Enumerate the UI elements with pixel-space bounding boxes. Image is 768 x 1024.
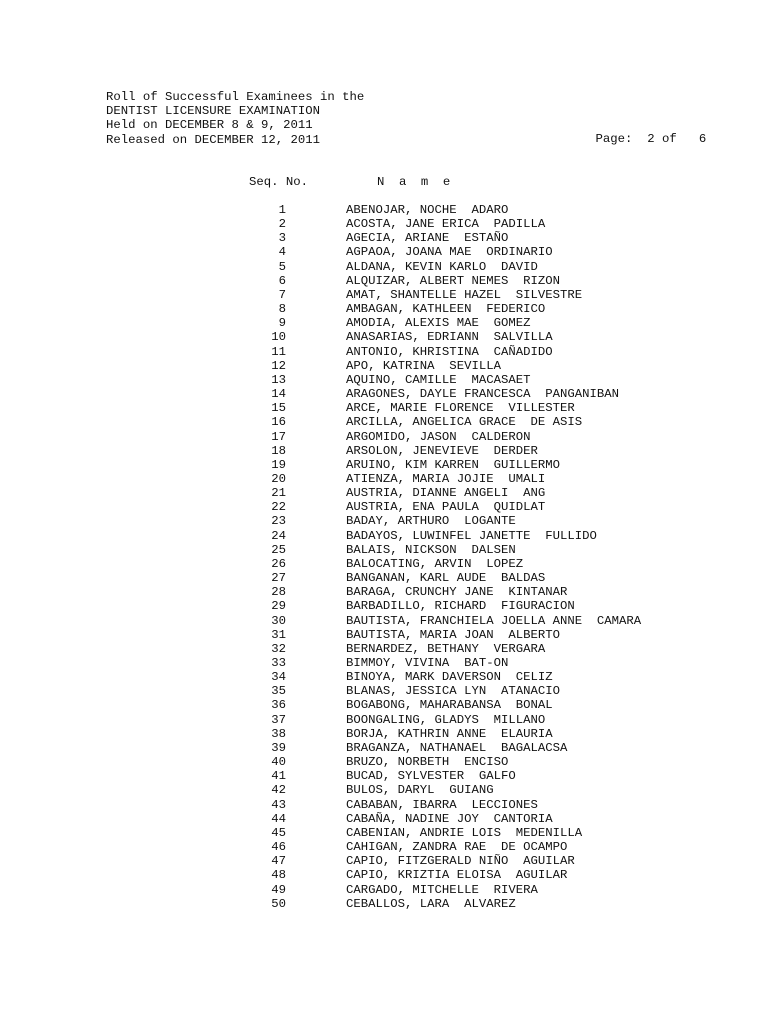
- examinee-name: ARSOLON, JENEVIEVE DERDER: [346, 443, 538, 458]
- examinee-name: BAUTISTA, FRANCHIELA JOELLA ANNE CAMARA: [346, 613, 642, 628]
- examinee-row: [0, 458, 768, 472]
- examinee-name: ANASARIAS, EDRIANN SALVILLA: [346, 330, 553, 345]
- seq-number: 37: [271, 712, 286, 727]
- seq-number: 4: [278, 245, 286, 260]
- examinee-row: [0, 628, 768, 642]
- examinee-row: [0, 741, 768, 755]
- examinee-row: [0, 543, 768, 557]
- examinee-name: BERNARDEZ, BETHANY VERGARA: [346, 641, 546, 656]
- examinee-name: BRAGANZA, NATHANAEL BAGALACSA: [346, 740, 568, 755]
- examinee-name: AMODIA, ALEXIS MAE GOMEZ: [346, 316, 531, 331]
- seq-number: 22: [271, 500, 286, 515]
- examinee-name: ANTONIO, KHRISTINA CAÑADIDO: [346, 344, 553, 359]
- examinee-row: [0, 727, 768, 741]
- examinee-row: [0, 444, 768, 458]
- examinee-name: AQUINO, CAMILLE MACASAET: [346, 372, 531, 387]
- seq-number: 33: [271, 656, 286, 670]
- examinee-name: BOGABONG, MAHARABANSA BONAL: [346, 698, 553, 713]
- seq-number: 43: [271, 797, 286, 812]
- seq-number: 2: [278, 217, 286, 232]
- examinee-row: [0, 401, 768, 415]
- examinee-name: AGPAOA, JOANA MAE ORDINARIO: [346, 245, 553, 260]
- examinee-name: BADAYOS, LUWINFEL JANETTE FULLIDO: [346, 528, 597, 543]
- examinee-name: ARCE, MARIE FLORENCE VILLESTER: [346, 401, 575, 416]
- seq-column-header: Seq. No.: [249, 175, 309, 189]
- examinee-row: [0, 245, 768, 259]
- seq-number: 15: [271, 401, 286, 416]
- examinee-name: BRUZO, NORBETH ENCISO: [346, 755, 509, 770]
- examinee-row: [0, 500, 768, 514]
- seq-number: 39: [271, 740, 286, 755]
- page-label: Page:: [595, 132, 633, 146]
- examinee-row: [0, 599, 768, 613]
- examinee-name: BAUTISTA, MARIA JOAN ALBERTO: [346, 627, 561, 642]
- seq-number: 28: [271, 585, 286, 600]
- seq-number: 12: [271, 358, 286, 373]
- examinee-row: [0, 614, 768, 628]
- examinee-row: [0, 316, 768, 330]
- examinee-name: CABENIAN, ANDRIE LOIS MEDENILLA: [346, 825, 583, 840]
- examinee-row: [0, 585, 768, 599]
- examinee-row: [0, 798, 768, 812]
- examinee-name: CABAÑA, NADINE JOY CANTORIA: [346, 811, 553, 826]
- seq-number: 29: [271, 599, 286, 614]
- examinee-name: ARUINO, KIM KARREN GUILLERMO: [346, 457, 561, 472]
- seq-number: 34: [271, 670, 286, 685]
- examinee-row: [0, 217, 768, 231]
- seq-number: 31: [271, 627, 286, 642]
- examinee-name: BALOCATING, ARVIN LOPEZ: [346, 556, 524, 571]
- examinee-row: [0, 698, 768, 712]
- examinee-name: AUSTRIA, DIANNE ANGELI ANG: [346, 486, 546, 501]
- seq-number: 6: [278, 273, 286, 288]
- examinee-row: [0, 557, 768, 571]
- examinee-name: APO, KATRINA SEVILLA: [346, 358, 501, 373]
- examinee-row: [0, 387, 768, 401]
- examinee-row: [0, 203, 768, 217]
- seq-number: 8: [278, 302, 286, 317]
- seq-number: 32: [271, 641, 286, 656]
- seq-number: 25: [271, 542, 286, 557]
- examinee-name: ARCILLA, ANGELICA GRACE DE ASIS: [346, 415, 583, 430]
- seq-number: 14: [271, 387, 286, 402]
- name-column-header: N a m e: [377, 175, 454, 189]
- examinee-name: AMBAGAN, KATHLEEN FEDERICO: [346, 302, 546, 317]
- seq-number: 13: [271, 372, 286, 387]
- seq-number: 3: [278, 231, 286, 246]
- examinee-name: BOONGALING, GLADYS MILLANO: [346, 712, 546, 727]
- examinee-name: CAPIO, FITZGERALD NIÑO AGUILAR: [346, 854, 575, 869]
- seq-number: 26: [271, 556, 286, 571]
- examinee-row: [0, 897, 768, 911]
- examinee-row: [0, 472, 768, 486]
- examinee-name: ALDANA, KEVIN KARLO DAVID: [346, 259, 538, 274]
- document-title: Roll of Successful Examinees in the: [106, 90, 365, 104]
- examinee-name: ARAGONES, DAYLE FRANCESCA PANGANIBAN: [346, 387, 620, 402]
- seq-number: 46: [271, 840, 286, 855]
- examinee-name: BALAIS, NICKSON DALSEN: [346, 542, 516, 557]
- page-of: of: [661, 132, 677, 146]
- examinee-row: [0, 345, 768, 359]
- seq-number: 20: [271, 471, 286, 486]
- examinee-row: [0, 840, 768, 854]
- examinee-name: CAHIGAN, ZANDRA RAE DE OCAMPO: [346, 840, 568, 855]
- seq-number: 41: [271, 769, 286, 784]
- examinee-name: CEBALLOS, LARA ALVAREZ: [346, 896, 516, 911]
- seq-number: 9: [278, 316, 286, 331]
- examinee-row: [0, 288, 768, 302]
- examinee-row: [0, 571, 768, 585]
- examinee-name: BLANAS, JESSICA LYN ATANACIO: [346, 684, 561, 699]
- seq-number: 1: [278, 203, 286, 217]
- seq-number: 5: [278, 259, 286, 274]
- examinee-name: ACOSTA, JANE ERICA PADILLA: [346, 217, 546, 232]
- page-total: 6: [698, 132, 707, 146]
- examinee-name: CAPIO, KRIZTIA ELOISA AGUILAR: [346, 868, 568, 883]
- seq-number: 45: [271, 825, 286, 840]
- examinee-row: [0, 769, 768, 783]
- examinee-row: [0, 330, 768, 344]
- examinee-name: AUSTRIA, ENA PAULA QUIDLAT: [346, 500, 546, 515]
- examinee-name: BINOYA, MARK DAVERSON CELIZ: [346, 670, 553, 685]
- seq-number: 35: [271, 684, 286, 699]
- seq-number: 44: [271, 811, 286, 826]
- seq-number: 10: [271, 330, 286, 345]
- examinee-name: BARBADILLO, RICHARD FIGURACION: [346, 599, 575, 614]
- seq-number: 23: [271, 514, 286, 529]
- examinee-row: [0, 359, 768, 373]
- examinee-row: [0, 783, 768, 797]
- examinee-row: [0, 529, 768, 543]
- examinee-row: [0, 684, 768, 698]
- examinee-row: [0, 642, 768, 656]
- seq-number: 48: [271, 868, 286, 883]
- examinee-name: CARGADO, MITCHELLE RIVERA: [346, 882, 538, 897]
- seq-number: 17: [271, 429, 286, 444]
- examinee-row: [0, 670, 768, 684]
- examinee-row: [0, 231, 768, 245]
- examinee-row: [0, 415, 768, 429]
- seq-number: 40: [271, 755, 286, 770]
- examinee-row: [0, 812, 768, 826]
- seq-number: 24: [271, 528, 286, 543]
- examinee-name: CABABAN, IBARRA LECCIONES: [346, 797, 538, 812]
- examinee-row: [0, 868, 768, 882]
- examinee-name: ARGOMIDO, JASON CALDERON: [346, 429, 531, 444]
- page-indicator: [566, 118, 706, 160]
- exam-name: DENTIST LICENSURE EXAMINATION: [106, 104, 321, 118]
- examinee-name: BADAY, ARTHURO LOGANTE: [346, 514, 516, 529]
- seq-number: 47: [271, 854, 286, 869]
- examinee-row: [0, 274, 768, 288]
- seq-number: 21: [271, 486, 286, 501]
- seq-number: 16: [271, 415, 286, 430]
- examinee-name: AGECIA, ARIANE ESTAÑO: [346, 231, 509, 246]
- examinee-row: [0, 486, 768, 500]
- examinee-name: BUCAD, SYLVESTER GALFO: [346, 769, 516, 784]
- seq-number: 19: [271, 457, 286, 472]
- seq-number: 7: [278, 287, 286, 302]
- seq-number: 42: [271, 783, 286, 798]
- seq-number: 38: [271, 726, 286, 741]
- seq-number: 18: [271, 443, 286, 458]
- exam-dates: Held on DECEMBER 8 & 9, 2011: [106, 118, 313, 132]
- examinee-name: ABENOJAR, NOCHE ADARO: [346, 203, 509, 217]
- examinee-name: AMAT, SHANTELLE HAZEL SILVESTRE: [346, 287, 583, 302]
- examinee-list: [0, 203, 768, 911]
- examinee-row: [0, 854, 768, 868]
- examinee-name: BARAGA, CRUNCHY JANE KINTANAR: [346, 585, 568, 600]
- examinee-name: BANGANAN, KARL AUDE BALDAS: [346, 571, 546, 586]
- examinee-name: ATIENZA, MARIA JOJIE UMALI: [346, 471, 546, 486]
- examinee-row: [0, 755, 768, 769]
- release-date: Released on DECEMBER 12, 2011: [106, 133, 321, 147]
- seq-number: 36: [271, 698, 286, 713]
- examinee-row: [0, 826, 768, 840]
- examinee-row: [0, 514, 768, 528]
- seq-number: 11: [271, 344, 286, 359]
- examinee-row: [0, 883, 768, 897]
- seq-number: 49: [271, 882, 286, 897]
- examinee-row: [0, 260, 768, 274]
- examinee-row: [0, 302, 768, 316]
- examinee-row: [0, 430, 768, 444]
- examinee-name: BULOS, DARYL GUIANG: [346, 783, 494, 798]
- examinee-row: [0, 656, 768, 670]
- page-current: 2: [647, 132, 655, 146]
- seq-number: 27: [271, 571, 286, 586]
- examinee-name: BIMMOY, VIVINA BAT-ON: [346, 656, 509, 670]
- seq-number: 30: [271, 613, 286, 628]
- examinee-row: [0, 713, 768, 727]
- examinee-name: ALQUIZAR, ALBERT NEMES RIZON: [346, 273, 561, 288]
- seq-number: 50: [271, 896, 286, 911]
- examinee-row: [0, 373, 768, 387]
- examinee-name: BORJA, KATHRIN ANNE ELAURIA: [346, 726, 553, 741]
